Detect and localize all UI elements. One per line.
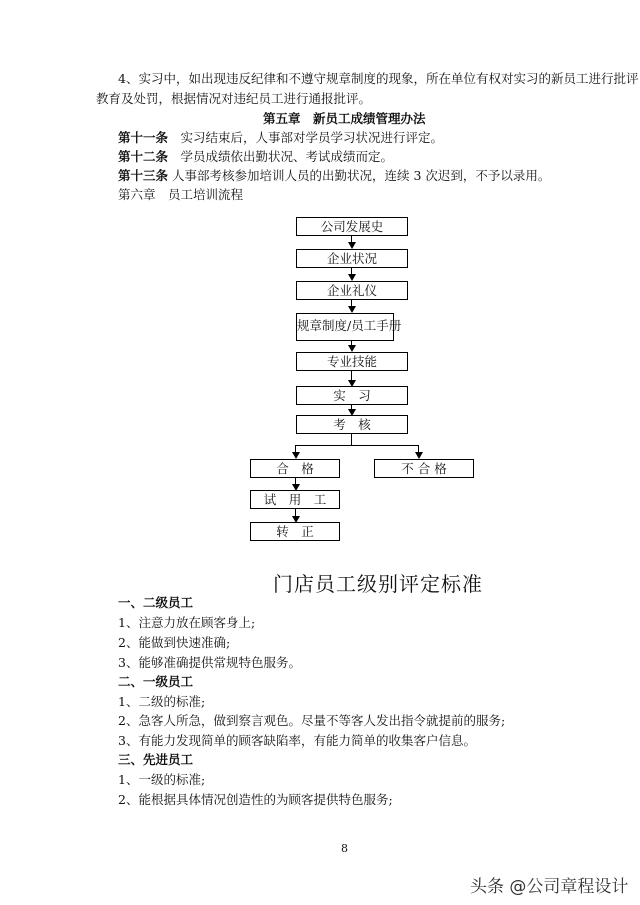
list-item: 1、注意力放在顾客身上; xyxy=(118,615,256,630)
flow-step-company-status: 企业状况 xyxy=(296,249,408,268)
watermark: 头条 @公司章程设计 xyxy=(470,877,629,897)
section-heading: 二、一级员工 xyxy=(118,674,194,689)
flow-step-company-history: 公司发展史 xyxy=(296,217,408,236)
flow-connector xyxy=(418,445,419,452)
list-item: 1、二级的标准; xyxy=(118,694,206,709)
chapter-5-title: 第五章 新员工成绩管理办法 xyxy=(263,111,426,126)
article-label: 第十三条 xyxy=(118,168,169,183)
flow-step-rules-handbook: 规章制度/员工手册 xyxy=(296,313,394,341)
section-heading: 三、先进员工 xyxy=(118,752,194,767)
page-number: 8 xyxy=(341,842,348,855)
article-12 xyxy=(118,148,393,166)
list-item: 2、急客人所急，做到察言观色。尽量不等客人发出指令就提前的服务; xyxy=(118,713,506,728)
article-text: 学员成绩依出勤状况、考试成绩而定。 xyxy=(168,149,394,164)
flow-connector xyxy=(295,445,296,452)
flow-branch-line xyxy=(295,445,419,446)
list-item: 1、一级的标准; xyxy=(118,772,206,787)
article-13 xyxy=(118,167,550,185)
flow-step-internship: 实 习 xyxy=(296,386,408,405)
flow-step-fail: 不 合 格 xyxy=(374,459,474,478)
list-item: 2、能做到快速准确; xyxy=(118,635,231,650)
flow-step-trial: 试 用 工 xyxy=(250,490,340,509)
flow-connector xyxy=(295,509,296,516)
flow-connector xyxy=(351,371,352,380)
flow-arrow xyxy=(292,452,300,459)
flow-step-pass: 合 格 xyxy=(250,459,340,478)
flow-step-professional-skills: 专业技能 xyxy=(296,352,408,371)
list-item: 2、能根据具体情况创造性的为顾客提供特色服务; xyxy=(118,792,393,807)
flow-step-regular: 转 正 xyxy=(250,522,340,541)
article-label: 第十二条 xyxy=(118,149,169,164)
flow-arrow xyxy=(415,452,423,459)
intro-line-1: 4、实习中，如出现违反纪律和不遵守规章制度的现象，所在单位有权对实习的新员工进行批评 xyxy=(118,71,639,86)
section-heading: 一、二级员工 xyxy=(118,595,194,610)
article-label: 第十一条 xyxy=(118,130,169,145)
list-item: 3、能够准确提供常规特色服务。 xyxy=(118,655,301,670)
chapter-6-title: 第六章 员工培训流程 xyxy=(118,187,244,202)
standard-title: 门店员工级别评定标准 xyxy=(273,572,483,596)
flow-step-assessment: 考 核 xyxy=(296,415,408,434)
article-11 xyxy=(118,129,443,147)
article-text: 实习结束后，人事部对学员学习状况进行评定。 xyxy=(168,130,444,145)
list-item: 3、有能力发现简单的顾客缺陷率，有能力简单的收集客户信息。 xyxy=(118,733,476,748)
flow-connector xyxy=(351,434,352,445)
flow-arrow xyxy=(348,274,356,281)
flow-step-etiquette: 企业礼仪 xyxy=(296,281,408,300)
flow-arrow xyxy=(348,242,356,249)
intro-line-2: 教育及处罚，根据情况对违纪员工进行通报批评。 xyxy=(96,91,372,106)
flow-arrow xyxy=(348,306,356,313)
flow-arrow xyxy=(348,345,356,352)
article-text: 人事部考核参加培训人员的出勤状况，连续 3 次迟到，不予以录用。 xyxy=(168,168,551,183)
